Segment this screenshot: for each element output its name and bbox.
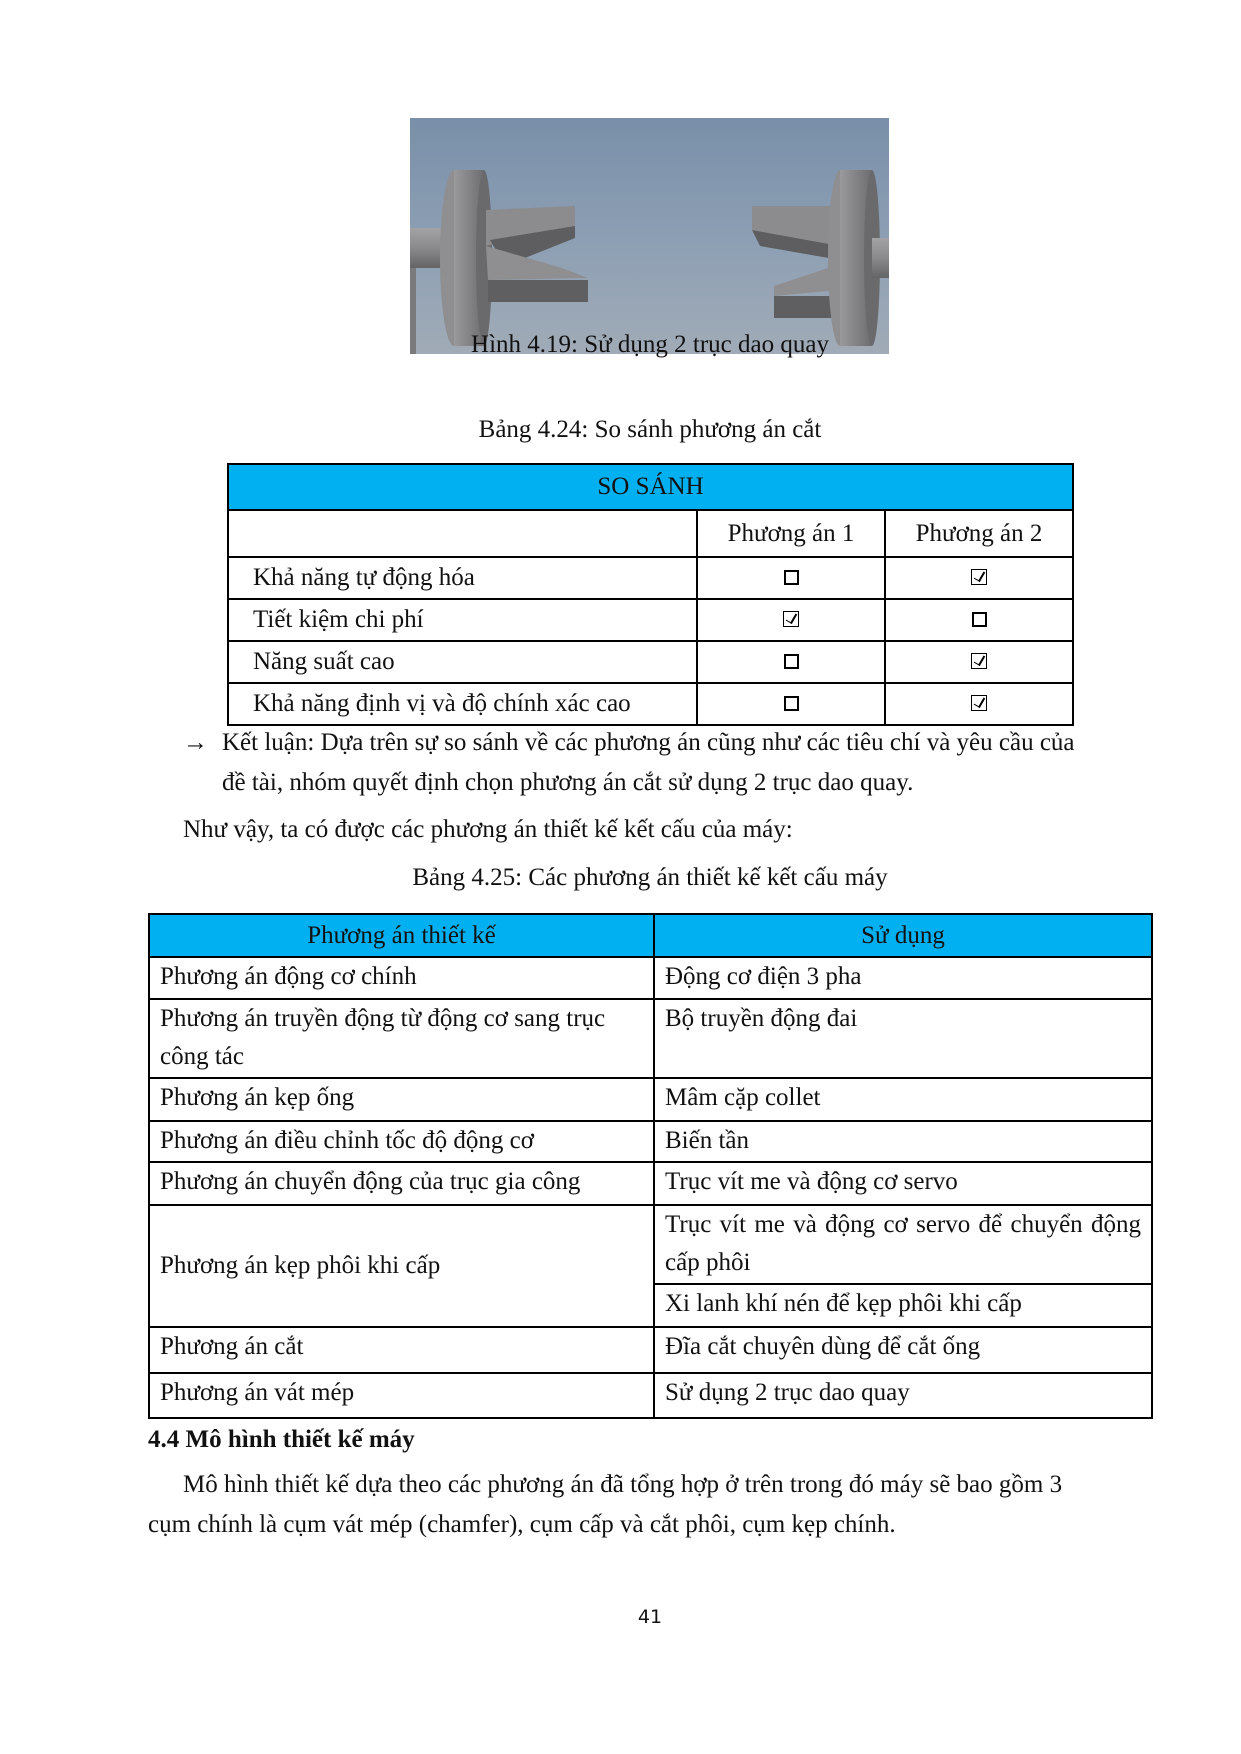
- design-cell: Phương án kẹp ống: [149, 1078, 654, 1121]
- table-row: [228, 683, 1073, 725]
- table-row: [149, 1373, 1152, 1418]
- table-row: [149, 999, 1152, 1078]
- criterion-label: Khả năng định vị và độ chính xác cao: [228, 683, 697, 725]
- column-header-design: Phương án thiết kế: [149, 914, 654, 957]
- design-cell: Phương án cắt: [149, 1327, 654, 1373]
- empty-checkbox-icon: [784, 570, 799, 585]
- table-row: [149, 1327, 1152, 1373]
- criterion-label: Năng suất cao: [228, 641, 697, 683]
- column-header-empty: [228, 510, 697, 557]
- table1-caption: Bảng 4.24: So sánh phương án cắt: [478, 416, 822, 443]
- comparison-table: [227, 463, 1074, 726]
- checked-checkbox-icon: [971, 695, 987, 711]
- usage-cell: Bộ truyền động đai: [654, 999, 1152, 1078]
- checked-checkbox-icon: [971, 653, 987, 669]
- design-cell: Phương án truyền động từ động cơ sang trục công tác: [149, 999, 654, 1078]
- usage-cell: Trục vít me và động cơ servo: [654, 1162, 1152, 1205]
- design-cell: Phương án vát mép: [149, 1373, 654, 1418]
- design-cell: Phương án chuyển động của trục gia công: [149, 1162, 654, 1205]
- criterion-label: Khả năng tự động hóa: [228, 557, 697, 599]
- design-cell: Phương án động cơ chính: [149, 957, 654, 999]
- section-heading: 4.4 Mô hình thiết kế máy: [148, 1426, 415, 1453]
- section-body-line1: Mô hình thiết kế dựa theo các phương án đã tổng hợp ở trên trong đó máy sẽ bao gồm 3: [183, 1471, 1063, 1498]
- empty-checkbox-icon: [784, 654, 799, 669]
- design-options-table: [148, 913, 1153, 1419]
- usage-cell: Xi lanh khí nén để kẹp phôi khi cấp: [654, 1284, 1152, 1327]
- figure-cad-render: [410, 118, 889, 354]
- conclusion-line2: đề tài, nhóm quyết định chọn phương án cắt sử dụng 2 trục dao quay.: [222, 769, 914, 796]
- usage-cell: Mâm cặp collet: [654, 1078, 1152, 1121]
- criterion-label: Tiết kiệm chi phí: [228, 599, 697, 641]
- table2-caption: Bảng 4.25: Các phương án thiết kế kết cấu máy: [412, 864, 888, 891]
- usage-cell: Đĩa cắt chuyên dùng để cắt ống: [654, 1327, 1152, 1373]
- intro-paragraph: Như vậy, ta có được các phương án thiết kế kết cấu của máy:: [183, 816, 793, 843]
- figure-caption: Hình 4.19: Sử dụng 2 trục dao quay: [471, 331, 829, 358]
- arrow-icon: →: [183, 729, 208, 756]
- table-row: [149, 957, 1152, 999]
- table-row: [149, 1121, 1152, 1162]
- page-number: 41: [637, 1606, 663, 1628]
- column-header-option2: Phương án 2: [885, 510, 1073, 557]
- usage-cell: Sử dụng 2 trục dao quay: [654, 1373, 1152, 1418]
- empty-checkbox-icon: [972, 612, 987, 627]
- table-row: [228, 557, 1073, 599]
- conclusion-line1: Kết luận: Dựa trên sự so sánh về các phương án cũng như các tiêu chí và yêu cầu của: [222, 729, 1075, 756]
- usage-cell: Động cơ điện 3 pha: [654, 957, 1152, 999]
- checked-checkbox-icon: [783, 611, 799, 627]
- checked-checkbox-icon: [971, 569, 987, 585]
- empty-checkbox-icon: [784, 696, 799, 711]
- design-cell: Phương án kẹp phôi khi cấp: [149, 1205, 654, 1327]
- table-row: [228, 641, 1073, 683]
- rotating-cutter-shafts-illustration: [410, 118, 889, 354]
- table-header: SO SÁNH: [228, 464, 1073, 510]
- table-row: [228, 599, 1073, 641]
- table-row: [149, 1078, 1152, 1121]
- column-header-usage: Sử dụng: [654, 914, 1152, 957]
- design-cell: Phương án điều chỉnh tốc độ động cơ: [149, 1121, 654, 1162]
- section-body-line2: cụm chính là cụm vát mép (chamfer), cụm cấp và cắt phôi, cụm kẹp chính.: [148, 1511, 896, 1538]
- usage-cell: Biến tần: [654, 1121, 1152, 1162]
- table-row: [149, 1205, 1152, 1284]
- column-header-option1: Phương án 1: [697, 510, 885, 557]
- table-row: [149, 1162, 1152, 1205]
- usage-cell: Trục vít me và động cơ servo để chuyển động cấp phôi: [654, 1205, 1152, 1284]
